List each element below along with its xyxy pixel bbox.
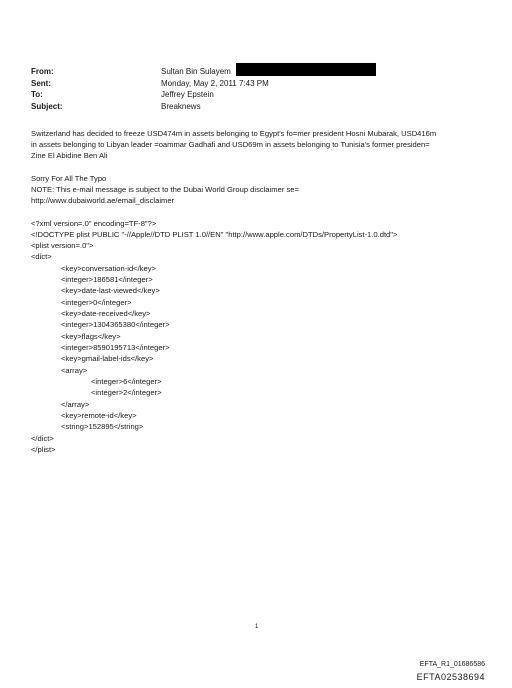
to-label: To: xyxy=(31,90,43,99)
xml-line: <key>date-received</key> xyxy=(61,309,151,318)
xml-line: <key>date-last-viewed</key> xyxy=(61,286,160,295)
xml-line: <integer>8590195713</integer> xyxy=(61,343,170,352)
xml-line: <?xml version=.0" encoding=TF-8"?> xyxy=(31,219,157,228)
xml-line: <integer>1304365380</integer> xyxy=(61,320,170,329)
body-paragraph-2 xyxy=(31,173,486,207)
xml-line: <dict> xyxy=(31,252,52,261)
to-value: Jeffrey Epstein xyxy=(161,90,214,99)
xml-line: <integer>6</integer> xyxy=(91,377,162,386)
redaction-box xyxy=(236,63,376,76)
body-paragraph-1 xyxy=(31,128,486,162)
subject-label: Subject: xyxy=(31,102,63,111)
xml-line: <!DOCTYPE plist PUBLIC "-//Apple//DTD PLIST 1.0//EN" "http://www.apple.com/DTDs/PropertyList-1.0.dtd"> xyxy=(31,230,398,239)
from-label: From: xyxy=(31,67,54,76)
xml-line: <plist version=.0"> xyxy=(31,241,94,250)
xml-line: <integer>186581</integer> xyxy=(61,275,153,284)
xml-line: </array> xyxy=(61,400,90,409)
xml-line: <key>remote-id</key> xyxy=(61,411,137,420)
xml-line: <array> xyxy=(61,366,88,375)
xml-line: </dict> xyxy=(31,434,54,443)
body-line: Switzerland has decided to freeze USD474m in assets belonging to Egypt's fo=mer president Hosni Mubarak, USD416m xyxy=(31,129,437,138)
body-line: NOTE: This e-mail message is subject to the Dubai World Group disclaimer se= xyxy=(31,185,299,195)
body-line: http://www.dubaiworld.ae/email_disclaimer xyxy=(31,196,175,206)
xml-line: <key>flags</key> xyxy=(61,332,121,341)
body-line: Zine El Abidine Ben Ali xyxy=(31,151,108,161)
xml-line: <key>gmail-label-ids</key> xyxy=(61,354,154,363)
footer-reference-1: EFTA_R1_01686586 xyxy=(419,661,485,668)
from-value: Sultan Bin Sulayem xyxy=(161,67,231,76)
footer-reference-2: EFTA02538694 xyxy=(416,672,485,682)
xml-line: </plist> xyxy=(31,445,56,454)
body-line: in assets belonging to Libyan leader =oammar Gadhafi and USD69m in assets belonging to Tunisia's former presiden= xyxy=(31,140,430,150)
page-number: 1 xyxy=(255,624,259,630)
subject-value: Breaknews xyxy=(161,102,201,111)
xml-line: <integer>0</integer> xyxy=(61,298,132,307)
xml-line: <string>152895</string> xyxy=(61,422,144,431)
sent-value: Monday, May 2, 2011 7:43 PM xyxy=(161,79,269,88)
xml-line: <key>conversation-id</key> xyxy=(61,264,156,273)
sent-label: Sent: xyxy=(31,79,51,88)
xml-line: <integer>2</integer> xyxy=(91,388,162,397)
body-line: Sorry For All The Typo xyxy=(31,174,107,183)
